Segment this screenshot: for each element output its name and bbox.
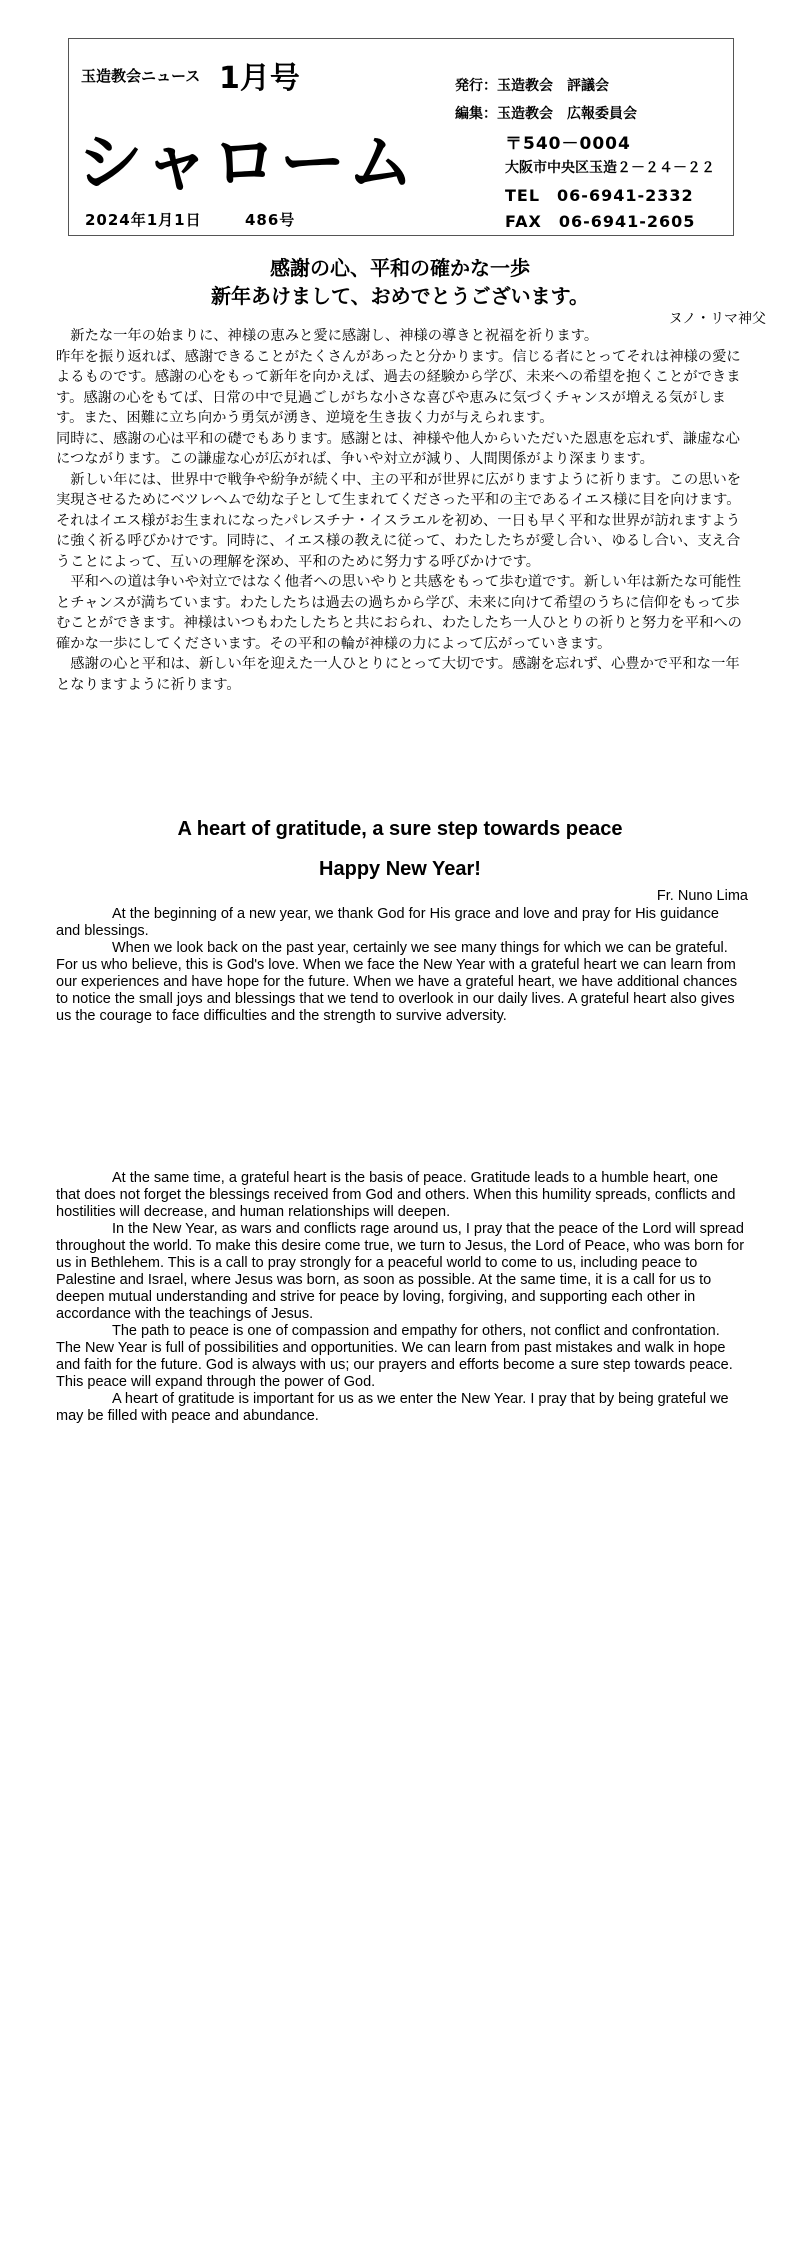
issue-number: 486号: [245, 211, 296, 229]
tel: TEL 06-6941-2332: [505, 186, 694, 205]
jp-paragraph: 平和への道は争いや対立ではなく他者への思いやりと共感をもって歩む道です。新しい年は新たな可能性とチャンスが満ちています。わたしたちは過去の過ちから学び、未来に向けて希望のうちに信仰をもって歩むことができます。神様はいつもわたしたちと共におられ、わたしたち一人ひとりの祈りと努力を平和への確かな一歩にしてくださいます。その平和の輪が神様の力によって広がっていきます。: [56, 574, 742, 652]
jp-title-line2: 新年あけまして、おめでとうございます。: [211, 284, 589, 308]
jp-paragraph: 新しい年には、世界中で戦争や紛争が続く中、主の平和が世界に広がりますように祈ります。この思いを実現させるためにベツレヘムで幼な子として生まれてくださった平和の主であるイエス様に目を向けます。それはイエス様がお生まれになったパレスチナ・イスラエルを初め、一日も早く平和な世界が訪れますように強く祈る呼びかけです。同時に、イエス様の教えに従って、わたしたちが愛し合い、ゆるし合い、支え合うことによって、互いの理解を深め、平和のために努力する呼びかけです。: [56, 471, 742, 570]
en-subtitle: Happy New Year!: [319, 858, 481, 880]
issue-month: 1月号: [219, 61, 300, 96]
en-paragraph: At the beginning of a new year, we thank God for His grace and love and pray for His guidance and blessings.: [56, 906, 719, 939]
en-paragraph: At the same time, a grateful heart is the basis of peace. Gratitude leads to a humble heart, one that does not forget the blessings received from God and others. When this humility spreads, conflicts and hostilities will decrease, and human relationships will deepen.: [56, 1170, 736, 1220]
en-paragraph: When we look back on the past year, certainly we see many things for which we can be grateful. For us who believe, this is God's love. When we face the New Year with a grateful heart we can learn from our experiences and have hope for the future. When we have a grateful heart, we have additional chances to notice the small joys and blessings that we tend to overlook in our daily lives. A grateful heart also gives us the courage to face difficulties and the strength to survive adversity.: [56, 940, 738, 1024]
publisher: 発行：玉造教会 評議会: [455, 78, 609, 94]
masthead-box: [68, 38, 734, 236]
jp-article-body: [56, 326, 746, 695]
jp-title-line1: 感謝の心、平和の確かな一歩: [270, 256, 530, 280]
jp-paragraph: 新たな一年の始まりに、神様の恵みと愛に感謝し、神様の導きと祝福を祈ります。: [56, 328, 599, 344]
issue-date: 2024年1月1日: [85, 211, 202, 229]
newsletter-title: シャローム: [77, 124, 416, 201]
jp-paragraph: 感謝の心と平和は、新しい年を迎えた一人ひとりにとって大切です。感謝を忘れず、心豊かで平和な一年となりますように祈ります。: [56, 656, 740, 693]
fax: FAX 06-6941-2605: [505, 212, 696, 231]
en-paragraph: In the New Year, as wars and conflicts rage around us, I pray that the peace of the Lord will spread throughout the world. To make this desire come true, we turn to Jesus, the Lord of Peace, who was born for us in Bethlehem. This is a call to pray strongly for a peaceful world to come to us, including peace to Palestine and Israel, where Jesus was born, as soon as possible. At the same time, it is a call for us to deepen mutual understanding and strive for peace by loving, forgiving, and supporting each other in accordance with the teachings of Jesus.: [56, 1221, 745, 1322]
en-article-body-part1: [56, 906, 746, 1025]
en-paragraph: A heart of gratitude is important for us as we enter the New Year. I pray that by being grateful we may be filled with peace and abundance.: [56, 1391, 729, 1424]
jp-paragraph: 同時に、感謝の心は平和の礎でもあります。感謝とは、神様や他人からいただいた恩恵を忘れず、謙虚な心につながります。この謙虚な心が広がれば、争いや対立が減り、人間関係がより深まります。: [56, 430, 740, 467]
postal-code: 〒540－0004: [505, 134, 631, 154]
en-author: Fr. Nuno Lima: [656, 888, 748, 904]
jp-paragraph: 昨年を振り返れば、感謝できることがたくさんがあったと分かります。信じる者にとってそれは神様の愛によるものです。感謝の心をもって新年を向かえば、過去の経験から学び、未来への希望を抱くことができます。感謝の心をもてば、日常の中で見過ごしがちな小さな喜びや恵みに気づくチャンスが増える気がします。また、困難に立ち向かう勇気が湧き、逆境を生き抜く力が与えられます。: [56, 348, 741, 426]
address: 大阪市中央区玉造２－２４－２２: [505, 160, 715, 176]
en-paragraph: The path to peace is one of compassion and empathy for others, not conflict and confrontation. The New Year is full of possibilities and opportunities. We can learn from past mistakes and walk in hope and faith for the future. God is always with us; our prayers and efforts become a sure step towards peace. This peace will expand through the power of God.: [56, 1323, 733, 1390]
en-article-body-part2: [56, 1170, 746, 1425]
newsletter-series: 玉造教会ニュース: [81, 67, 201, 85]
editor: 編集：玉造教会 広報委員会: [455, 106, 637, 122]
jp-author: ヌノ・リマ神父: [668, 311, 766, 327]
en-title: A heart of gratitude, a sure step towards peace: [177, 818, 623, 840]
